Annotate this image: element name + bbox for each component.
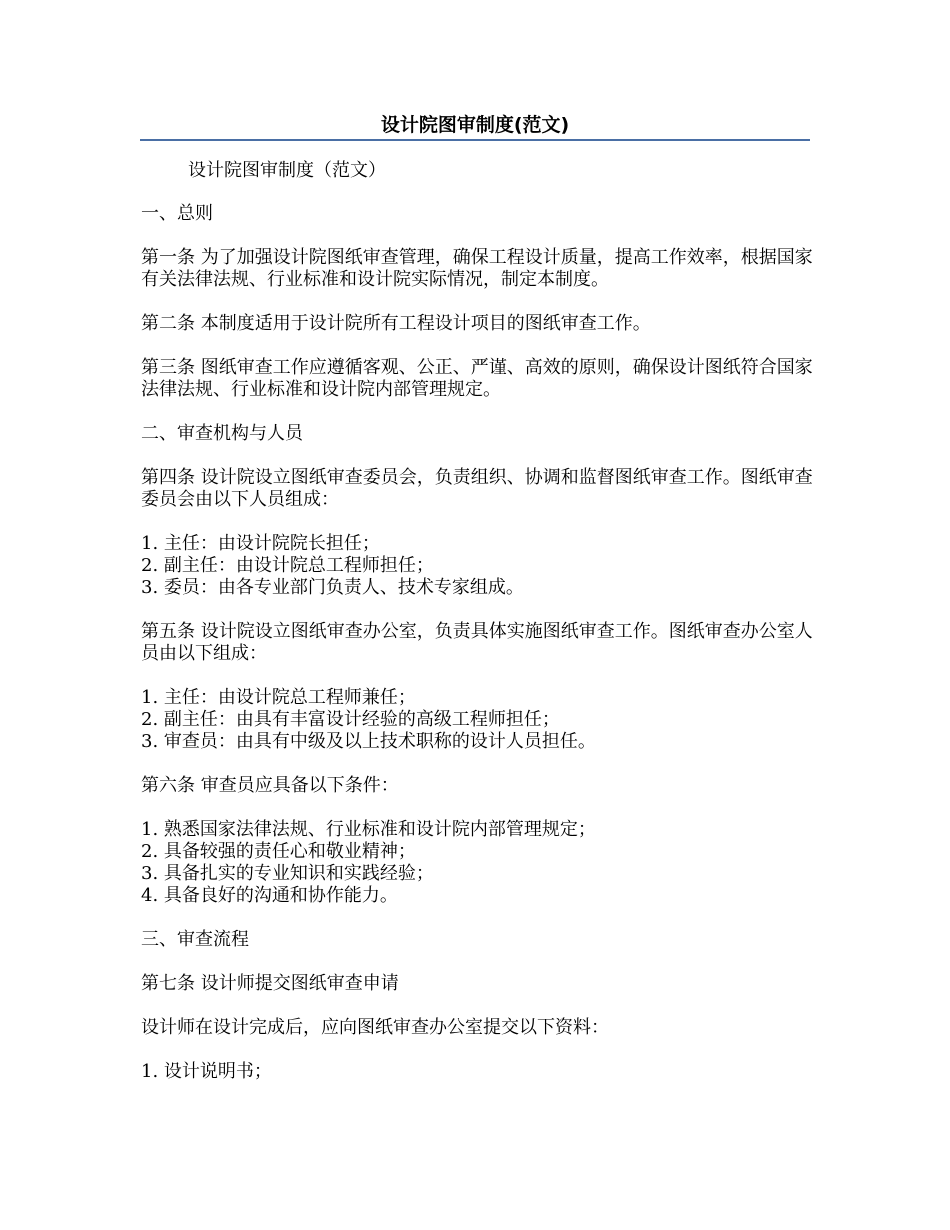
document-subtitle: 设计院图审制度（范文） xyxy=(188,160,386,181)
article-4: 第四条 设计院设立图纸审查委员会，负责组织、协调和监督图纸审查工作。图纸审查委员会由以下人员组成： xyxy=(141,467,813,510)
section-heading-process: 三、审查流程 xyxy=(141,929,249,950)
list-item: 1. 主任：由设计院总工程师兼任； xyxy=(141,687,416,708)
document-body xyxy=(141,160,813,1105)
article-4-list xyxy=(141,533,813,599)
article-7-description: 设计师在设计完成后，应向图纸审查办公室提交以下资料： xyxy=(141,1017,609,1038)
article-3: 第三条 图纸审查工作应遵循客观、公正、严谨、高效的原则，确保设计图纸符合国家法律法规、行业标准和设计院内部管理规定。 xyxy=(141,357,813,400)
article-5-list xyxy=(141,687,813,753)
article-6: 第六条 审查员应具备以下条件： xyxy=(141,775,399,796)
title-divider xyxy=(140,139,810,141)
article-6-list xyxy=(141,819,813,907)
list-item: 4. 具备良好的沟通和协作能力。 xyxy=(141,885,398,906)
section-heading-organization: 二、审查机构与人员 xyxy=(141,423,303,444)
list-item: 2. 副主任：由具有丰富设计经验的高级工程师担任； xyxy=(141,709,560,730)
article-7-list xyxy=(141,1061,813,1083)
list-item: 3. 委员：由各专业部门负责人、技术专家组成。 xyxy=(141,577,524,598)
article-7: 第七条 设计师提交图纸审查申请 xyxy=(141,973,399,994)
list-item: 3. 审查员：由具有中级及以上技术职称的设计人员担任。 xyxy=(141,731,596,752)
document-title: 设计院图审制度(范文) xyxy=(380,114,570,136)
list-item: 1. 主任：由设计院院长担任； xyxy=(141,533,380,554)
list-item: 2. 具备较强的责任心和敬业精神； xyxy=(141,841,416,862)
article-2: 第二条 本制度适用于设计院所有工程设计项目的图纸审查工作。 xyxy=(141,313,651,334)
section-heading-general: 一、总则 xyxy=(141,203,213,224)
list-item: 3. 具备扎实的专业知识和实践经验； xyxy=(141,863,434,884)
list-item: 2. 副主任：由设计院总工程师担任； xyxy=(141,555,434,576)
article-1: 第一条 为了加强设计院图纸审查管理，确保工程设计质量，提高工作效率，根据国家有关法律法规、行业标准和设计院实际情况，制定本制度。 xyxy=(141,247,813,290)
list-item: 1. 设计说明书； xyxy=(141,1061,272,1082)
list-item: 1. 熟悉国家法律法规、行业标准和设计院内部管理规定； xyxy=(141,819,596,840)
article-5: 第五条 设计院设立图纸审查办公室，负责具体实施图纸审查工作。图纸审查办公室人员由以下组成： xyxy=(141,621,813,664)
